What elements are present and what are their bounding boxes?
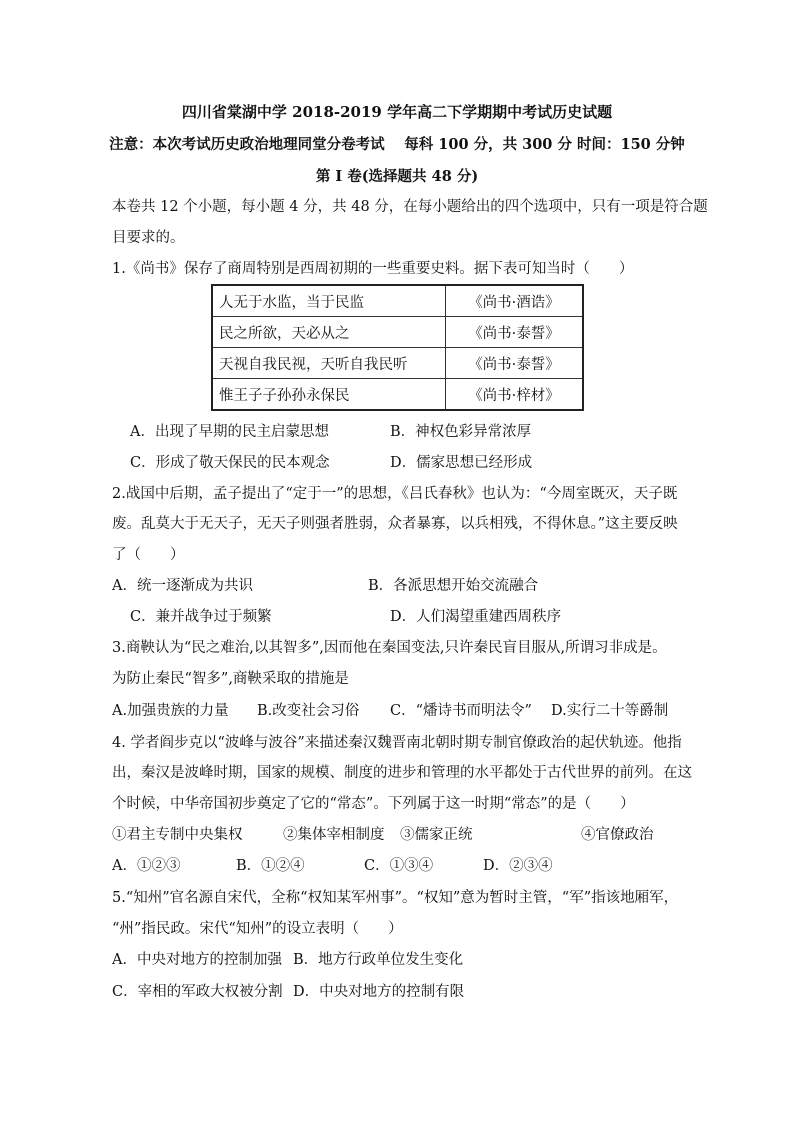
- q1-option-b: B．神权色彩异常浓厚: [390, 424, 532, 440]
- exam-title: 四川省棠湖中学 2018-2019 学年高二下学期期中考试历史试题: [181, 103, 613, 121]
- q3-option-a: A.加强贵族的力量: [112, 703, 229, 719]
- exam-notice: 注意：本次考试历史政治地理同堂分卷考试 每科 100 分，共 300 分 时间：150 分钟: [109, 136, 685, 153]
- q4-item-1: ①君主专制中央集权: [112, 827, 243, 843]
- q4-option-a: A．①②③: [112, 858, 181, 874]
- quote-cell: 人无于水监，当于民监: [212, 285, 446, 317]
- table-row: [212, 348, 583, 379]
- source-cell: 《尚书·梓材》: [446, 379, 584, 411]
- q4-stem-line-3: 个时候，中华帝国初步奠定了它的“常态”。下列属于这一时期“常态”的是（ ）: [112, 796, 635, 812]
- q2-stem-line-3: 了（ ）: [112, 547, 185, 563]
- q3-option-c: C．“燔诗书而明法令”: [390, 703, 532, 719]
- q1-option-a: A．出现了早期的民主启蒙思想: [130, 424, 329, 440]
- intro-line-1: 本卷共 12 个小题，每小题 4 分，共 48 分，在每小题给出的四个选项中，只有一项是符合题: [112, 199, 708, 215]
- q5-option-a: A．中央对地方的控制加强: [112, 952, 282, 968]
- q1-stem: 1.《尚书》保存了商周特别是西周初期的一些重要史料。据下表可知当时（ ）: [112, 261, 634, 277]
- q3-stem-line-1: 3.商鞅认为“民之难治,以其智多”,因而他在秦国变法,只许秦民盲目服从,所谓习非成是。: [112, 640, 667, 656]
- q1-option-c: C．形成了敬天保民的民本观念: [130, 455, 330, 471]
- source-cell: 《尚书·泰誓》: [446, 348, 584, 379]
- q1-option-d: D．儒家思想已经形成: [390, 455, 533, 471]
- q4-option-c: C．①③④: [364, 858, 434, 874]
- section-heading: 第 I 卷(选择题共 48 分): [315, 168, 479, 185]
- quote-cell: 惟王子子孙孙永保民: [212, 379, 446, 411]
- quote-cell: 天视自我民视，天听自我民听: [212, 348, 446, 379]
- q2-option-a: A．统一逐渐成为共识: [112, 578, 253, 594]
- q5-stem-line-1: 5.“知州”官名源自宋代，全称“权知某军州事”。“权知”意为暂时主管，“军”指该地厢军，: [112, 890, 679, 906]
- q2-option-c: C．兼并战争过于频繁: [130, 609, 272, 625]
- source-cell: 《尚书·泰誓》: [446, 317, 584, 348]
- q4-stem-line-2: 出，秦汉是波峰时期，国家的规模、制度的进步和管理的水平都处于古代世界的前列。在这: [112, 765, 692, 781]
- quote-cell: 民之所欲，天必从之: [212, 317, 446, 348]
- table-row: [212, 379, 583, 411]
- q2-option-b: B．各派思想开始交流融合: [368, 578, 539, 594]
- q5-option-b: B．地方行政单位发生变化: [293, 952, 464, 968]
- q2-option-d: D．人们渴望重建西周秩序: [390, 609, 562, 625]
- q3-stem-line-2: 为防止秦民“智多”,商鞅采取的措施是: [112, 671, 349, 687]
- q3-option-b: B.改变社会习俗: [257, 703, 360, 719]
- table-row: [212, 317, 583, 348]
- q4-option-b: B．①②④: [236, 858, 305, 874]
- q2-stem-line-1: 2.战国中后期，孟子提出了“定于一”的思想，《吕氏春秋》也认为：“今周室既灭，天子既: [112, 486, 678, 502]
- q4-item-4: ④官僚政治: [581, 827, 654, 843]
- source-cell: 《尚书·酒诰》: [446, 285, 584, 317]
- q2-stem-line-2: 废。乱莫大于无天子，无天子则强者胜弱，众者暴寡，以兵相残，不得休息。”这主要反映: [112, 516, 678, 532]
- q5-stem-line-2: “州”指民政。宋代“知州”的设立表明（ ）: [112, 921, 403, 937]
- q4-item-3: ③儒家正统: [400, 827, 473, 843]
- intro-line-2: 目要求的。: [112, 230, 185, 246]
- q4-item-2: ②集体宰相制度: [283, 827, 385, 843]
- q3-option-d: D.实行二十等爵制: [551, 703, 669, 719]
- q5-option-c: C．宰相的军政大权被分割: [112, 984, 283, 1000]
- table-row: [212, 285, 583, 317]
- q4-stem-line-1: 4. 学者阎步克以“波峰与波谷”来描述秦汉魏晋南北朝时期专制官僚政治的起伏轨迹。他指: [112, 735, 682, 751]
- q1-source-table: [211, 284, 584, 411]
- q4-option-d: D．②③④: [483, 858, 553, 874]
- q5-option-d: D．中央对地方的控制有限: [293, 984, 465, 1000]
